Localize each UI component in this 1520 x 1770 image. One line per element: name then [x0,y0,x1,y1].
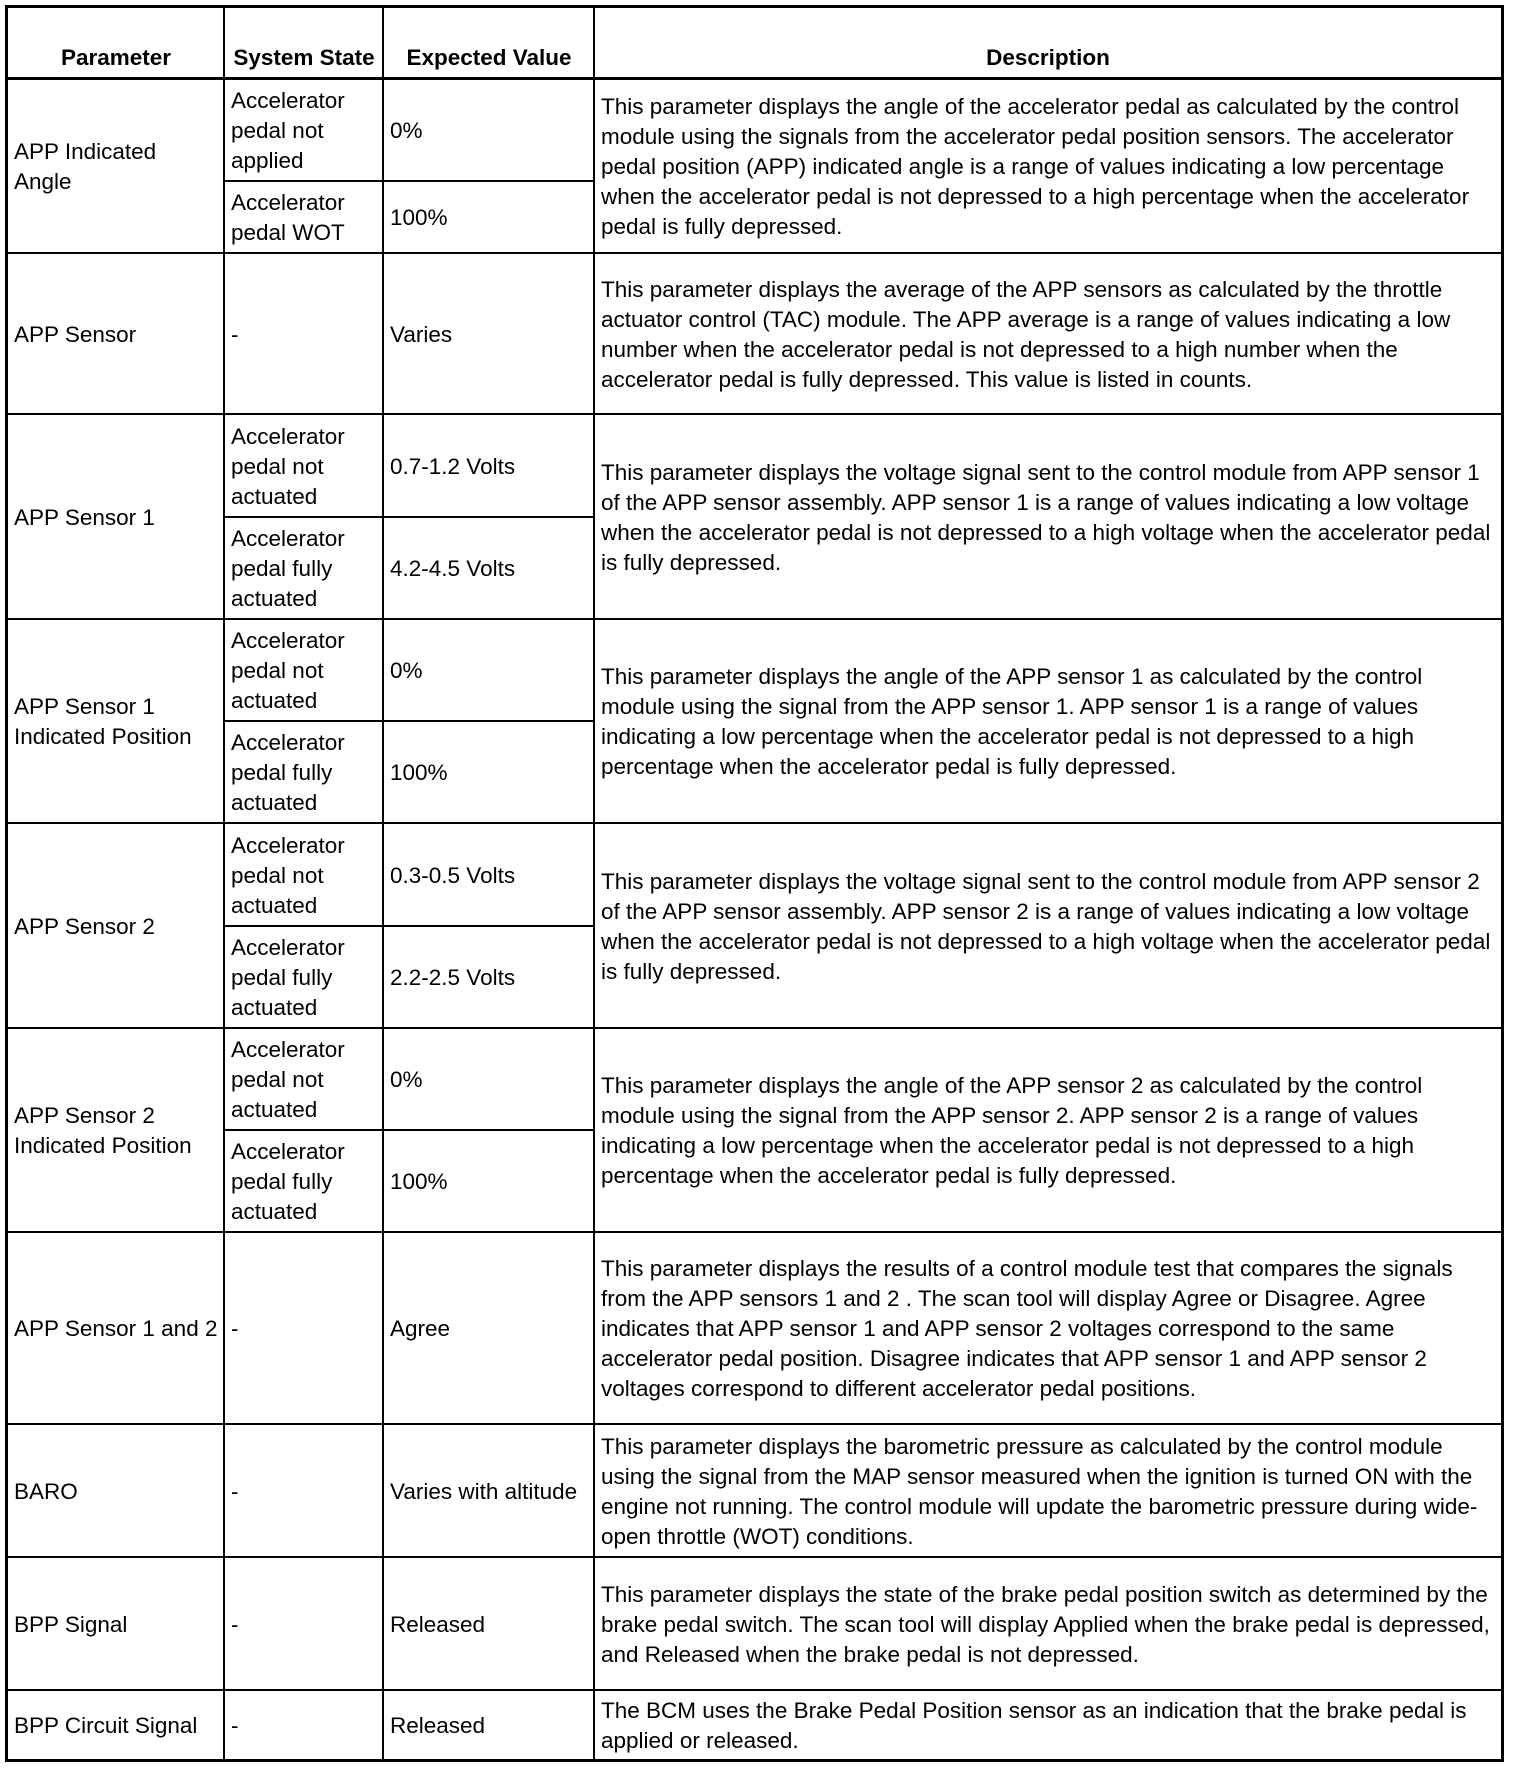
table-row-state [225,621,383,721]
table-row-description [595,255,1501,414]
table-row-value [384,416,594,517]
header-divider [6,77,1503,80]
expected-value: 0% [390,658,423,683]
table-row-value [384,81,594,181]
subrow-divider [224,516,594,518]
description-text: This parameter displays the angle of the accelerator pedal as calculated by the control module using the signals from the accelerator pedal position sensors. The accelerator pedal position (APP) indicated angle is a range of values indicating a low percentage when the accelerator pedal is not depressed to a high percentage when the accelerator pedal is fully depressed. [601,94,1470,239]
table-row-value [384,518,594,619]
system-state: Accelerator pedal not actuated [231,628,345,713]
description-text: This parameter displays the angle of the APP sensor 1 as calculated by the control module using the signal from the APP sensor 1. APP sensor 1 is a range of values indicating a low percentage when the accelerator pedal is not depressed to a high percentage when the accelerator pedal is fully depressed. [601,664,1423,779]
table-row-parameter [8,825,224,1028]
table-row-state [225,1692,383,1760]
table-row-description [595,81,1501,253]
expected-value: Varies [390,321,453,347]
row-divider [6,1423,1503,1425]
system-state: Accelerator pedal not applied [231,88,345,173]
description-text: This parameter displays the average of the APP sensors as calculated by the throttle actuator control (TAC) module. The APP average is a range of values indicating a low number when the accelerator pedal is not depressed to a high number when the accelerator pedal is fully depressed. This value is listed in counts. [601,276,1451,392]
table-row-state [225,927,383,1028]
subrow-divider [224,925,594,927]
subrow-divider [224,1129,594,1131]
table-row-state [225,81,383,181]
system-state: Accelerator pedal not actuated [231,832,345,918]
row-divider [6,1556,1503,1558]
table-row-parameter [8,416,224,619]
table-row-state [225,1131,383,1232]
description-text: This parameter displays the angle of the APP sensor 2 as calculated by the control module using the signal from the APP sensor 2. APP sensor 2 is a range of values indicating a low percentage when the accelerator pedal is not depressed to a high percentage when the accelerator pedal is fully depressed. [601,1073,1423,1188]
row-divider [6,413,1503,415]
parameter-name: BPP Circuit Signal [14,1713,198,1738]
expected-value: Agree [390,1316,451,1341]
row-divider [6,1231,1503,1233]
table-row-description [595,1692,1501,1760]
system-state: - [231,1611,239,1637]
system-state: - [231,1316,239,1341]
description-text: This parameter displays the barometric pressure as calculated by the control module using the signal from the MAP sensor measured when the ignition is turned ON with the engine not running. The control module will update the barometric pressure during wide-open throttle (WOT) conditions. [601,1433,1478,1549]
description-text: This parameter displays the voltage signal sent to the control module from APP sensor 2 of the APP sensor assembly. APP sensor 2 is a range of values indicating a low voltage when the accelerator pedal is not depressed to a high voltage when the accelerator pedal is fully depressed. [601,868,1491,984]
table-row-value [384,927,594,1028]
parameter-name: APP Sensor 1 and 2 [14,1316,218,1341]
row-divider [6,252,1503,254]
table-row-description [595,825,1501,1028]
expected-value: 0.7-1.2 Volts [390,453,516,479]
table-row-description [595,416,1501,619]
expected-value: 100% [390,204,448,230]
parameter-name: APP Sensor 2 Indicated Position [14,1103,192,1158]
parameter-name: APP Indicated Angle [14,139,157,194]
header-system-state [225,8,383,79]
table-row-parameter [8,1559,224,1690]
table-row-description [595,1559,1501,1690]
parameter-name: APP Sensor 1 [14,504,155,530]
table-row-state [225,255,383,414]
system-state: - [231,321,239,347]
subrow-divider [224,180,594,182]
table-row-description [595,621,1501,823]
description-text: This parameter displays the results of a control module test that compares the signals from the APP sensors 1 and 2 . The scan tool will display Agree or Disagree. Agree indicates that APP sensor 1 and APP sensor 2 voltages correspond to the same accelerator pedal position. Disagree indicates that APP sensor 1 and APP sensor 2 voltages correspond to different accelerator pedal positions. [601,1256,1453,1401]
header-parameter [8,8,224,79]
system-state: - [231,1478,239,1504]
table-row-state [225,1234,383,1424]
header-expected-value-label: Expected Value [406,45,572,70]
system-state: Accelerator pedal not actuated [231,1037,345,1122]
parameter-name: BARO [14,1478,78,1504]
column-divider [593,6,595,1761]
table-row-description [595,1234,1501,1424]
table-row-value [384,182,594,253]
parameter-name: BPP Signal [14,1611,128,1637]
parameter-name: APP Sensor 1 Indicated Position [14,694,192,749]
system-state: Accelerator pedal fully actuated [231,525,345,611]
subrow-divider [224,720,594,722]
column-divider [223,6,225,1761]
row-divider [6,822,1503,824]
table-row-value [384,1692,594,1760]
table-row-state [225,416,383,517]
header-description-label: Description [986,45,1110,70]
table-row-parameter [8,621,224,823]
header-expected-value [384,8,594,79]
row-divider [6,1027,1503,1029]
system-state: Accelerator pedal fully actuated [231,729,345,815]
row-divider [6,618,1503,620]
table-row-state [225,1030,383,1130]
column-divider [382,6,384,1761]
description-text: The BCM uses the Brake Pedal Position sensor as an indication that the brake pedal is applied or released. [601,1698,1467,1753]
expected-value: 2.2-2.5 Volts [390,964,516,990]
system-state: - [231,1713,239,1738]
table-row-parameter [8,81,224,253]
system-state: Accelerator pedal not actuated [231,423,345,509]
system-state: Accelerator pedal WOT [231,189,345,245]
table-row-value [384,1426,594,1557]
table-row-value [384,1559,594,1690]
table-row-parameter [8,255,224,414]
system-state: Accelerator pedal fully actuated [231,934,345,1020]
table-row-state [225,182,383,253]
description-text: This parameter displays the state of the brake pedal position switch as determined by the brake pedal switch. The scan tool will display Applied when the brake pedal is depressed, and Released when the brake pedal is not depressed. [601,1581,1490,1667]
table-row-value [384,722,594,823]
table-row-state [225,1426,383,1557]
table-row-state [225,722,383,823]
table-row-value [384,1234,594,1424]
table-row-parameter [8,1030,224,1232]
expected-value: Released [390,1713,486,1738]
table-row-description [595,1426,1501,1557]
expected-value: 0% [390,1067,423,1092]
table-row-value [384,1030,594,1130]
expected-value: Varies with altitude [390,1478,578,1504]
row-divider [6,1689,1503,1691]
expected-value: 0% [390,118,423,143]
header-parameter-label: Parameter [60,45,172,70]
table-row-value [384,621,594,721]
expected-value: 100% [390,1168,448,1194]
parameter-name: APP Sensor [14,321,137,347]
table-row-parameter [8,1692,224,1760]
description-text: This parameter displays the voltage signal sent to the control module from APP sensor 1 of the APP sensor assembly. APP sensor 1 is a range of values indicating a low voltage when the accelerator pedal is not depressed to a high voltage when the accelerator pedal is fully depressed. [601,459,1491,575]
table-row-state [225,825,383,926]
system-state: Accelerator pedal fully actuated [231,1138,345,1224]
header-system-state-label: System State [233,45,375,70]
table-row-state [225,518,383,619]
parameter-name: APP Sensor 2 [14,913,155,939]
expected-value: 0.3-0.5 Volts [390,862,516,888]
table-row-description [595,1030,1501,1232]
expected-value: 4.2-4.5 Volts [390,555,516,581]
table-row-state [225,1559,383,1690]
table-row-value [384,825,594,926]
expected-value: Released [390,1611,486,1637]
table-row-parameter [8,1234,224,1424]
table-row-parameter [8,1426,224,1557]
header-description [595,8,1501,79]
table-row-value [384,255,594,414]
expected-value: 100% [390,759,448,785]
table-row-value [384,1131,594,1232]
